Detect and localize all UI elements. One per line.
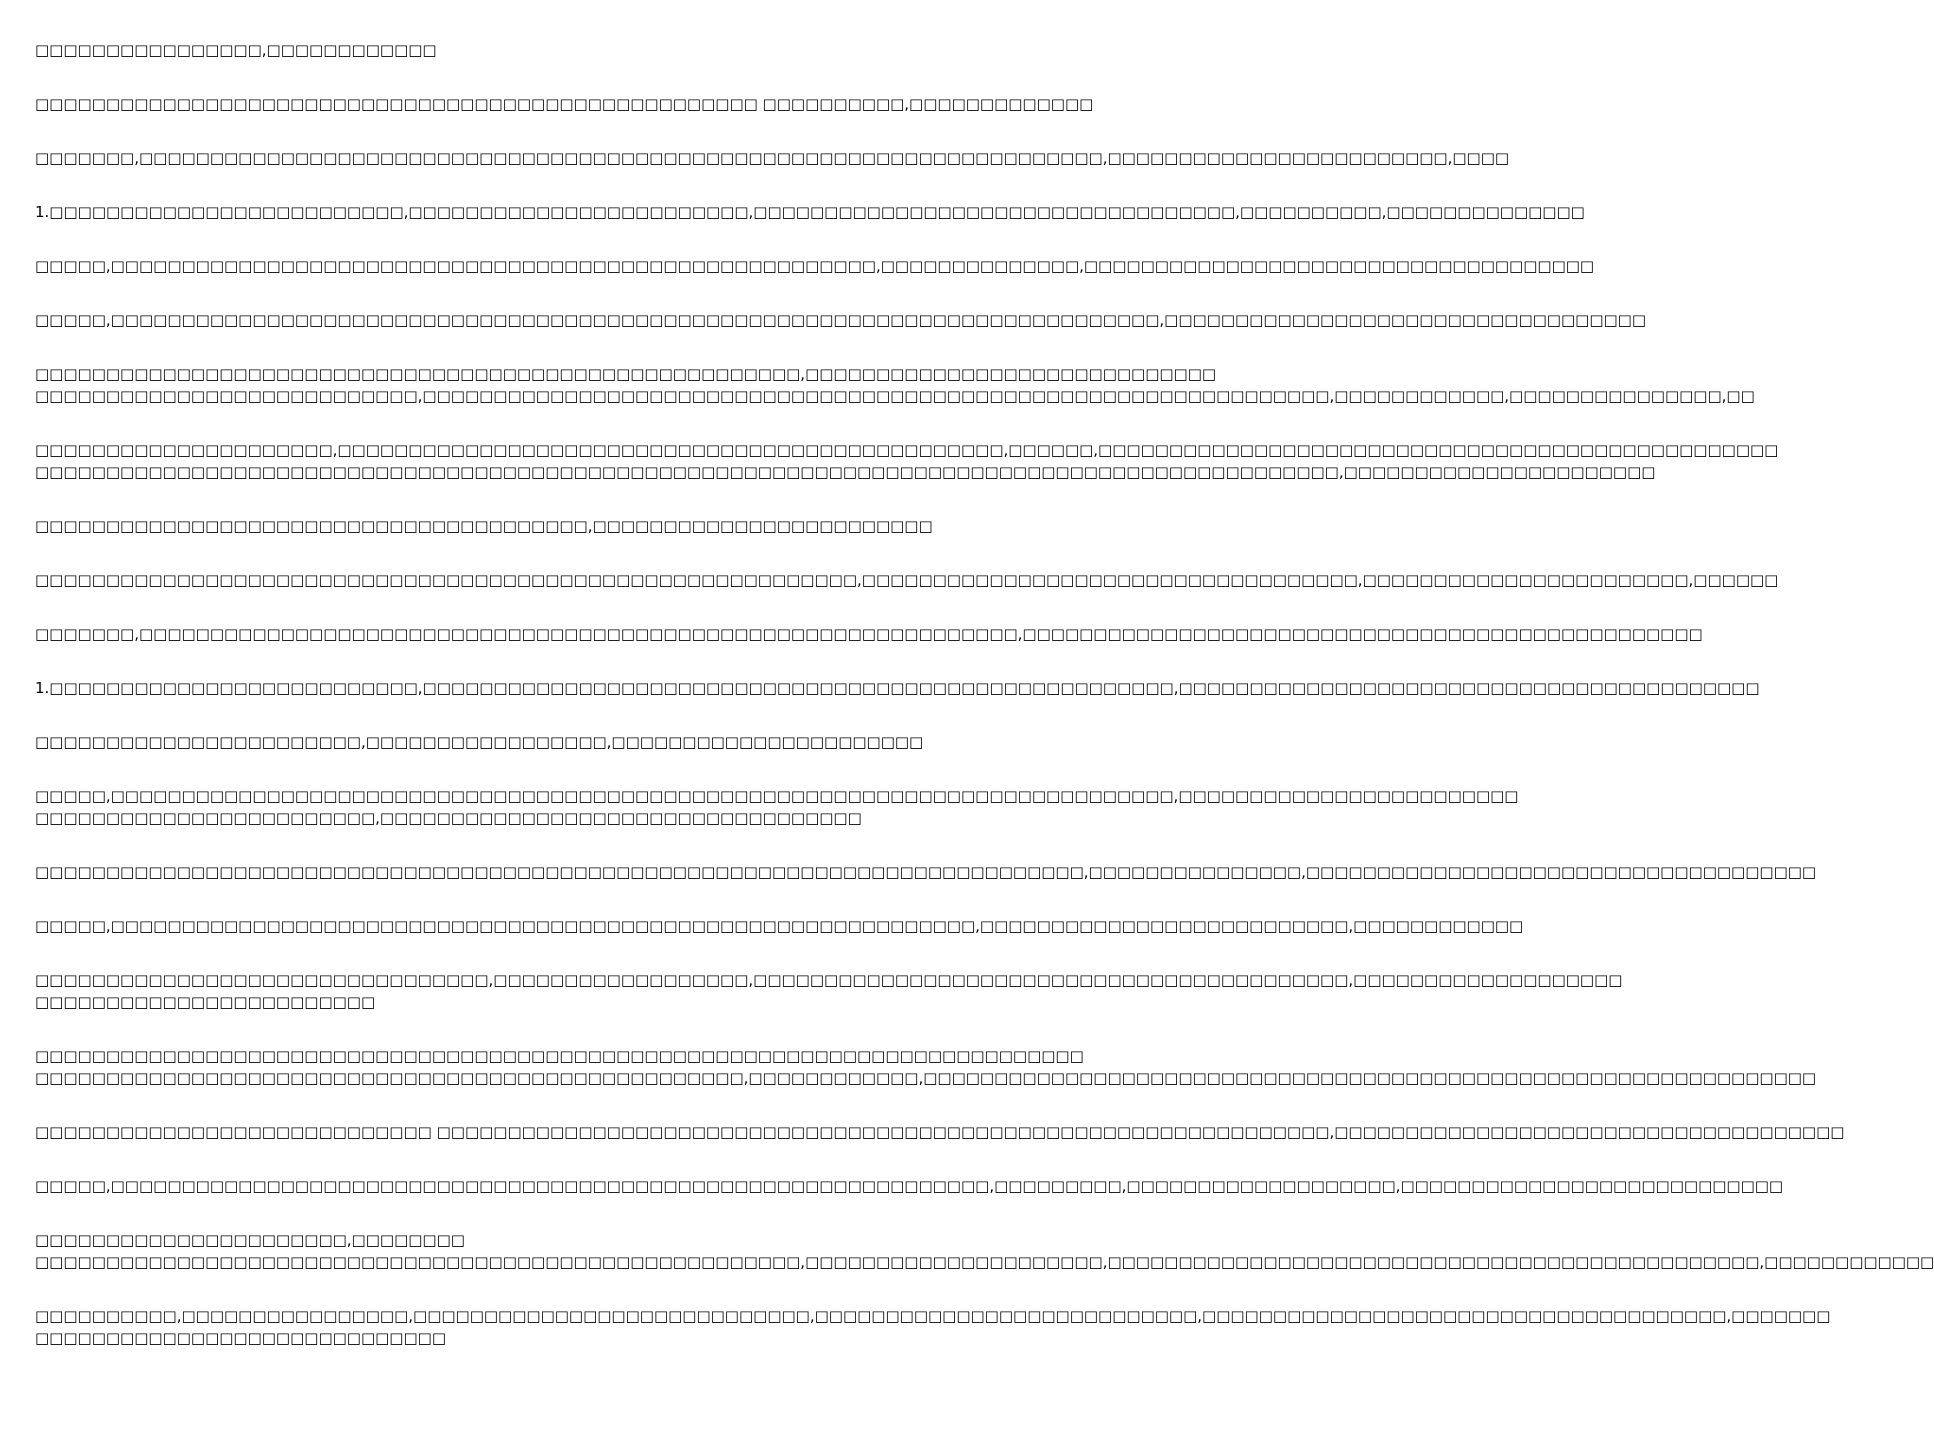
text-line: □□□□□□□□□□□□□□□□□□□□□□□,□□□□□□□□□□□□□□□□□,□□□□□□□□□□□□□□□□□□□□□□ bbox=[35, 733, 924, 751]
text-line: □□□□□□□□□□□□□□□□,□□□□□□□□□□□□ bbox=[35, 41, 437, 59]
text-line: □□□□□□□□□□□□□□□□□□□□□□□□□□□□□□□□□□□□□□□□□□□□□□□□□□□□□□□□□□□□□□□□□□□□□□□□□□,□□□□□□□□□□□□□□□,□□□□□□□□□□□□□□□□□□□□□□□□□□□□□□□□□□□□ bbox=[35, 863, 1817, 881]
paragraph bbox=[35, 785, 1519, 829]
paragraph bbox=[35, 731, 989, 753]
paragraph bbox=[35, 363, 1755, 407]
text-line: □□□□□,□□□□□□□□□□□□□□□□□□□□□□□□□□□□□□□□□□□□□□□□□□□□□□□□□□□□□□□□□□□□□□□□□□□□□□□□□□□,□□□□□□□□□□□□□□□□□□□□□□□□ bbox=[35, 787, 1519, 805]
text-line: □□□□□□□□□□□□□□□□□□□□□□□□□□□□□□□□,□□□□□□□□□□□□□□□□□□,□□□□□□□□□□□□□□□□□□□□□□□□□□□□□□□□□□□□□□□□□□,□□□□□□□□□□□□□□□□□□□ bbox=[35, 971, 1623, 989]
paragraph bbox=[35, 623, 1703, 645]
text-line: □□□□□□□□□□□□□□□□□□□□□□□□□□□□□□□□□□□□□□□□□□□□□□□□□□□□□□,□□□□□□□□□□□□□□□□□□□□□,□□□□□□□□□□□□□□□□□□□□□□□□□□□□□□□□□□□□□□□□□□□□□□,□□□□□□□□□□□□ bbox=[35, 1253, 1934, 1271]
text-line: □□□□□□□□□□□□□□□□□□□□□□□□□□□□□□□□□□□□□□□□□□□□□□□□□□□□□□,□□□□□□□□□□□□□□□□□□□□□□□□□□□□□ bbox=[35, 365, 1217, 383]
text-line: □□□□□□□□□□□□□□□□□□□□□□□□□□□□□ bbox=[35, 1329, 446, 1347]
paragraph bbox=[35, 39, 989, 61]
text-line: □□□□□□□□□□□□□□□□□□□□□□□□□□□,□□□□□□□□□□□□□□□□□□□□□□□□□□□□□□□□□□□□□□□□□□□□□□□□□□□□□□□□□□□□□□□□,□□□□□□□□□□□□,□□□□□□□□□□□□□□□,□□ bbox=[35, 387, 1755, 405]
text-line: □□□□□,□□□□□□□□□□□□□□□□□□□□□□□□□□□□□□□□□□□□□□□□□□□□□□□□□□□□□□□□□□□□□□,□□□□□□□□□,□□□□□□□□□□□□□□□□□□□,□□□□□□□□□□□□□□□□□□□□□□□□□□□ bbox=[35, 1177, 1784, 1195]
text-line: □□□□□□□□□□□□□□□□□□□□□□□□□□□□ □□□□□□□□□□□□□□□□□□□□□□□□□□□□□□□□□□□□□□□□□□□□□□□□□□□□□□□□□□□□□□□,□□□□□□□□□□□□□□□□□□□□□□□□□□□□□□□□□□□□ bbox=[35, 1123, 1845, 1141]
text-line: □□□□□□□,□□□□□□□□□□□□□□□□□□□□□□□□□□□□□□□□□□□□□□□□□□□□□□□□□□□□□□□□□□□□□□□□□□□□,□□□□□□□□□□□□□□□□□□□□□□□□,□□□□ bbox=[35, 149, 1510, 167]
text-line: □□□□□□□□□□□□□□□□□□□□□□□□□□□□□□□□□□□□□□□□□□□□□□□□□□□ □□□□□□□□□□,□□□□□□□□□□□□□ bbox=[35, 95, 1094, 113]
text-line: □□□□□□□,□□□□□□□□□□□□□□□□□□□□□□□□□□□□□□□□□□□□□□□□□□□□□□□□□□□□□□□□□□□□□□,□□□□□□□□□□□□□□□□□□□□□□□□□□□□□□□□□□□□□□□□□□□□□□□□ bbox=[35, 625, 1703, 643]
paragraph bbox=[35, 255, 1595, 277]
paragraph bbox=[35, 309, 1647, 331]
text-line: □□□□□□□□□□□□□□□□□□□□□□□□ bbox=[35, 993, 376, 1011]
text-line: 1.□□□□□□□□□□□□□□□□□□□□□□□□□□,□□□□□□□□□□□□□□□□□□□□□□□□□□□□□□□□□□□□□□□□□□□□□□□□□□□□□,□□□□□□□□□□□□□□□□□□□□□□□□□□□□□□□□□□□□□□□□□ bbox=[35, 679, 1760, 697]
text-line: □□□□□□□□□□□□□□□□□□□□□,□□□□□□□□□□□□□□□□□□□□□□□□□□□□□□□□□□□□□□□□□□□□□□□,□□□□□□,□□□□□□□□□□□□□□□□□□□□□□□□□□□□□□□□□□□□□□□□□□□□□□□□ bbox=[35, 441, 1779, 459]
paragraph bbox=[35, 969, 1623, 1013]
text-line: □□□□□□□□□□□□□□□□□□□□□□□□□□□□□□□□□□□□□□□□□□□□□□□□□□□□□□□□□□□□□□□□□□□□□□□□□□ bbox=[35, 1047, 1084, 1065]
paragraph bbox=[35, 1121, 1845, 1143]
text-line: □□□□□□□□□□□□□□□□□□□□□□□□□□□□□□□□□□□□□□□□□□□□□□□□□□,□□□□□□□□□□□□,□□□□□□□□□□□□□□□□□□□□□□□□□□□□□□□□□□□□□□□□□□□□□□□□□□□□□□□□□□□□□□□ bbox=[35, 1069, 1817, 1087]
paragraph bbox=[35, 1175, 1784, 1197]
text-line: □□□□□□□□□□□□□□□□□□□□□□□□□□□□□□□□□□□□□□□,□□□□□□□□□□□□□□□□□□□□□□□□ bbox=[35, 517, 933, 535]
paragraph bbox=[35, 915, 1524, 937]
paragraph bbox=[35, 93, 1094, 115]
paragraph bbox=[35, 515, 989, 537]
text-line: □□□□□□□□□□,□□□□□□□□□□□□□□□□,□□□□□□□□□□□□□□□□□□□□□□□□□□□□,□□□□□□□□□□□□□□□□□□□□□□□□□□□,□□□□□□□□□□□□□□□□□□□□□□□□□□□□□□□□□□□□□,□□□□□□□ bbox=[35, 1307, 1831, 1325]
text-line: □□□□□□□□□□□□□□□□□□□□□□□□□□□□□□□□□□□□□□□□□□□□□□□□□□□□□□□□□□,□□□□□□□□□□□□□□□□□□□□□□□□□□□□□□□□□□□,□□□□□□□□□□□□□□□□□□□□□□□,□□□□□□ bbox=[35, 571, 1779, 589]
paragraph bbox=[35, 439, 1779, 483]
text-line: □□□□□,□□□□□□□□□□□□□□□□□□□□□□□□□□□□□□□□□□□□□□□□□□□□□□□□□□□□□□□□□□□□□,□□□□□□□□□□□□□□□□□□□□□□□□□□,□□□□□□□□□□□□ bbox=[35, 917, 1524, 935]
text-line: □□□□□,□□□□□□□□□□□□□□□□□□□□□□□□□□□□□□□□□□□□□□□□□□□□□□□□□□□□□□,□□□□□□□□□□□□□□,□□□□□□□□□□□□□□□□□□□□□□□□□□□□□□□□□□□□ bbox=[35, 257, 1595, 275]
paragraph bbox=[35, 1229, 1934, 1273]
text-line: □□□□□□□□□□□□□□□□□□□□□□□□□□□□□□□□□□□□□□□□□□□□□□□□□□□□□□□□□□□□□□□□□□□□□□□□□□□□□□□□□□□□□□□□□□□□,□□□□□□□□□□□□□□□□□□□□□□ bbox=[35, 463, 1656, 481]
paragraph bbox=[35, 1305, 1831, 1349]
paragraph bbox=[35, 861, 1817, 883]
document-body bbox=[35, 39, 1934, 1381]
text-line: □□□□□,□□□□□□□□□□□□□□□□□□□□□□□□□□□□□□□□□□□□□□□□□□□□□□□□□□□□□□□□□□□□□□□□□□□□□□□□□□,□□□□□□□□□□□□□□□□□□□□□□□□□□□□□□□□□□ bbox=[35, 311, 1647, 329]
paragraph bbox=[35, 1045, 1817, 1089]
text-line: □□□□□□□□□□□□□□□□□□□□□□□□,□□□□□□□□□□□□□□□□□□□□□□□□□□□□□□□□□□ bbox=[35, 809, 862, 827]
paragraph bbox=[35, 569, 1779, 591]
text-line: 1.□□□□□□□□□□□□□□□□□□□□□□□□□,□□□□□□□□□□□□□□□□□□□□□□□□,□□□□□□□□□□□□□□□□□□□□□□□□□□□□□□□□□□,□□□□□□□□□□,□□□□□□□□□□□□□□ bbox=[35, 203, 1585, 221]
text-line: □□□□□□□□□□□□□□□□□□□□□□,□□□□□□□□ bbox=[35, 1231, 465, 1249]
paragraph bbox=[35, 147, 1510, 169]
paragraph bbox=[35, 201, 1585, 223]
paragraph bbox=[35, 677, 1760, 699]
